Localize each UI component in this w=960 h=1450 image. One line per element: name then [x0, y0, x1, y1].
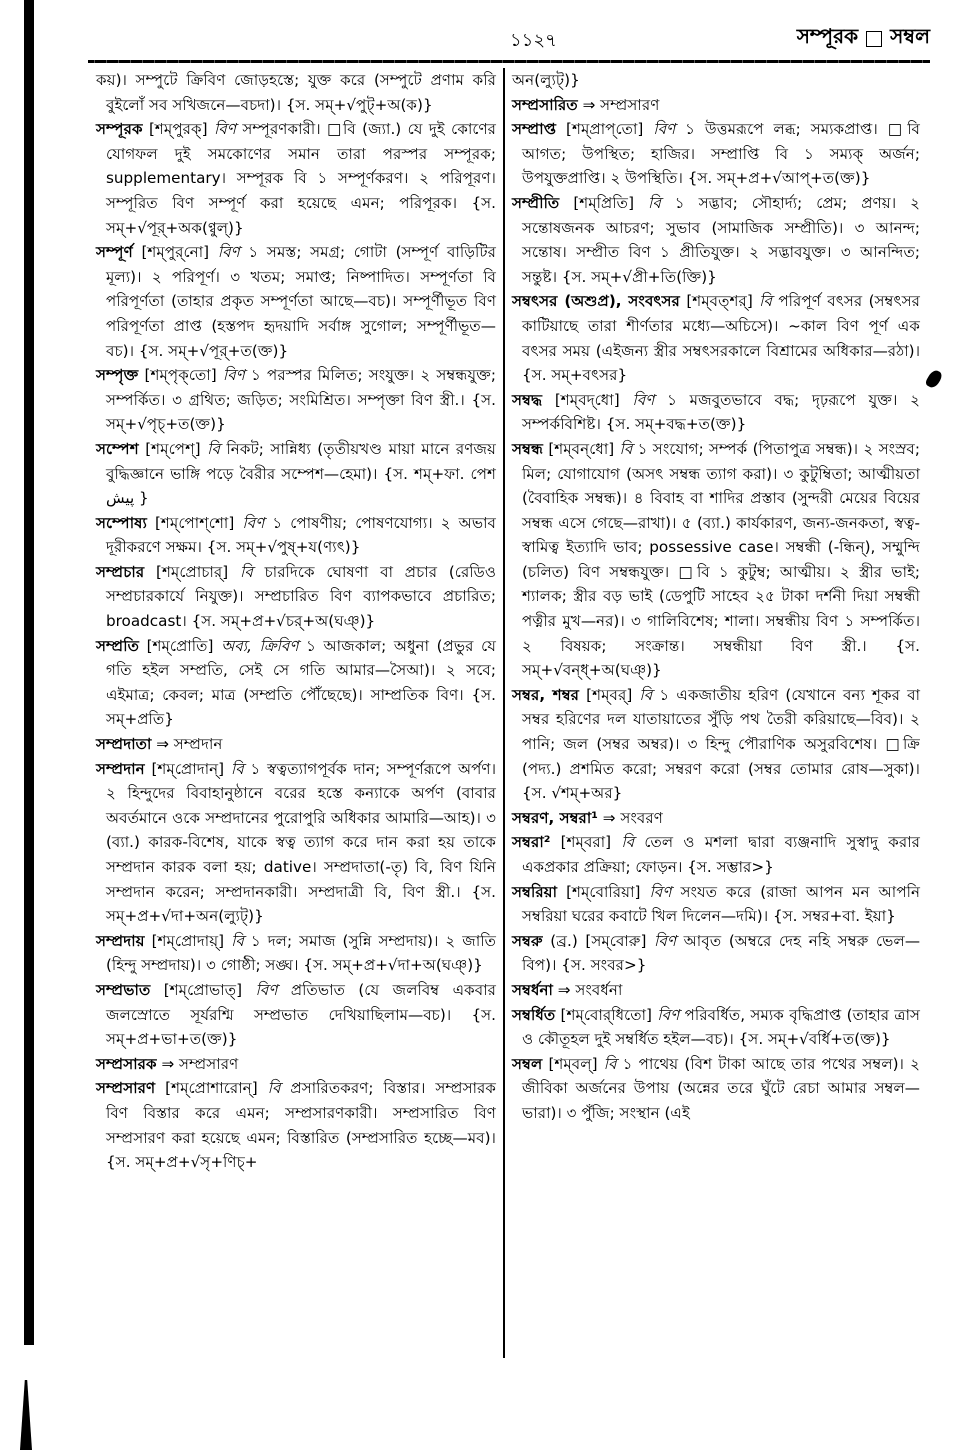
pronunciation: [শম্‌বন্‌ধো] [548, 439, 615, 458]
definition: চারদিকে ঘোষণা বা প্রচার (রেডিও সম্প্রচারকার্যে নিযুক্ত)। সম্প্রচারিত বিণ ব্যাপকভাবে প্রচারিত; broadcast। {স. সম্+প্র+√চর্+অ(ঘঞ্)} [106, 562, 497, 631]
dictionary-entry [512, 117, 920, 191]
running-head-first: সম্পূরক [796, 24, 859, 48]
part-of-speech: বি [759, 292, 772, 311]
part-of-speech: বি [621, 833, 635, 852]
dictionary-entry [512, 830, 920, 879]
dictionary-entry [512, 929, 920, 978]
part-of-speech: বি [239, 562, 253, 581]
part-of-speech: বিণ [222, 366, 245, 385]
part-of-speech: বিণ [653, 120, 676, 139]
dictionary-entry [96, 1052, 496, 1077]
headword: সম্বদ্ধ [512, 390, 543, 409]
headword: সম্বল [512, 1054, 543, 1073]
dictionary-entry [96, 978, 496, 1052]
definition: ১ মজবুতভাবে বদ্ধ; দৃঢ়রূপে যুক্ত। ২ সম্পর্কবিশিষ্ট। {স. সম্+বদ্ধ+ত(ক্ত)} [522, 390, 920, 434]
running-head-last: সম্বল [890, 24, 930, 48]
dictionary-entry [96, 560, 496, 634]
dictionary-entry [96, 117, 496, 240]
headword: সম্বর্ধিত [512, 1005, 556, 1024]
headword: সম্বরু [512, 931, 543, 950]
dictionary-entry [512, 437, 920, 683]
pronunciation: [শম্‌প্রাপ্‌তো] [566, 120, 644, 139]
headword: সম্প্রদায় [96, 931, 145, 950]
part-of-speech: বি [267, 1079, 281, 1098]
pronunciation: [শম্‌পোশ্‌শো] [154, 513, 235, 532]
page-header [90, 22, 930, 52]
definition: ১ স্বত্বত্যাগপূর্বক দান; সম্পূর্ণরূপে অর্পণ। ২ হিন্দুদের বিবাহানুষ্ঠানে বরের হস্তে কন্যাকে অর্পণ (বাবার অবর্তমানে ওকে সম্প্রদানের পুরোপুরি অধিকার আমারি—আহ)। ৩ (ব্যা.) কারক-বিশেষ, যাকে স্বত্ব ত্যাগ করে দান করা হয় তাকে সম্প্রদান কারক বলা হয়; dative। সম্প্রদাতা(-তৃ) বি, বিণ যিনি সম্প্রদান করেন; সম্প্রদানকারী। সম্প্রদাত্রী বি, বিণ স্ত্রী.। {স. সম্+প্র+√দা+অন(ল্যুট্)} [106, 759, 497, 926]
dictionary-entry [512, 978, 920, 1003]
dictionary-entry [512, 1052, 920, 1126]
headword: সম্বরা² [512, 833, 551, 852]
headword: সম্বর, শম্বর [512, 685, 580, 704]
definition: ১ পরস্পর মিলিত; সংযুক্ত। ২ সম্বন্ধযুক্ত; সম্পর্কিত। ৩ গ্রথিত; জড়িত; সংমিশ্রিত। সম্পৃক্তা বিণ স্ত্রী.। {স. সম্+√পৃচ্+ত(ক্ত)} [106, 366, 497, 434]
headword: সম্বৎসর (অশুপ্র), সংবৎসর [512, 292, 680, 311]
header-rule [88, 60, 930, 63]
headword: সম্বরণ, সম্বরা¹ [512, 808, 598, 827]
pronunciation: [শম্‌বোর্‌ধিতো] [560, 1005, 652, 1024]
definition: ১ পোষণীয়; পোষণযোগ্য। ২ অভাব দূরীকরণে সক্ষম। {স. সম্+√পুষ্+য(ণ্যৎ)} [106, 513, 496, 557]
pronunciation: [শম্‌প্রোদান্] [151, 759, 225, 778]
pronunciation: [শম্‌প্রিতি] [573, 193, 635, 212]
definition: ১ পাথেয় (বিশ টাকা আছে তার পথের সম্বল)। ২ জীবিকা অর্জনের উপায় (অন্নের তরে ঘুঁটে রেচা আমার সম্বল—ভারা)। ৩ পুঁজি; সংস্থান (এই [522, 1054, 921, 1122]
definition: ⇒ সম্প্রসারণ [161, 1054, 239, 1073]
headword: সম্বন্ধ [512, 439, 544, 458]
pronunciation: [শম্‌বর্] [586, 685, 633, 704]
part-of-speech: বিণ [632, 390, 655, 409]
definition: পরিপূর্ণ বৎসর (সম্বৎসর কাটিয়াছে তারা শীর্ণতার মধ্যে—অচিসে)। ~কাল বিণ পূর্ণ এক বৎসর সময় (এইজন্য স্ত্রীর সম্বৎসরকালে বিশ্রামের অধিকার—রঠা)। {স. সম্+বৎসর} [522, 292, 921, 385]
dictionary-entry [512, 683, 920, 806]
pronunciation: [শম্‌বোরিয়া] [566, 882, 641, 901]
headword: সম্প্রতি [96, 636, 139, 655]
dictionary-entry [96, 929, 496, 978]
pronunciation: [শম্‌বত্‌শর্] [686, 292, 753, 311]
headword: সম্প্রসারণ [96, 1079, 156, 1098]
dictionary-entry [96, 437, 496, 511]
headword: সম্বরিয়া [512, 882, 558, 901]
ink-speck [924, 368, 943, 390]
definition: কয়)। সম্পুটে ক্রিবিণ জোড়হস্তে; যুক্ত করে (সম্পুটে প্রণাম করি বুইলোঁ সব সখিজনে—বচদা)। {স. সম্+√পুট্+অ(ক)} [96, 71, 496, 114]
definition: সম্পূরণকারী। □বি (জ্যা.) যে দুই কোণের যোগফল দুই সমকোণের সমান তারা পরস্পর সম্পূরক; supplementary। সম্পূরক বি ১ সম্পূর্ণকরণ। ২ পরিপূরণ। সম্পূরিত বিণ সম্পূর্ণ করা হয়েছে এমন; পরিপূরক। {স. সম্+√পূর্+অক(ণ্বুল্)} [106, 120, 497, 237]
dictionary-entry [96, 68, 496, 117]
dictionary-entry [512, 388, 920, 437]
headword: সম্প্রদাতা [96, 735, 152, 754]
definition: প্রতিভাত (যে জলবিম্ব একবার জলস্রোতে সূর্যরশ্মি সম্প্রভাত দেখিয়াছিলাম—বচ)। {স. সম্+প্র+ভা+ত(ক্ত)} [106, 980, 497, 1049]
headword: সম্পূর্ণ [96, 243, 133, 262]
definition: নিকট; সান্নিধ্য (তৃতীয়খণ্ড মায়া মানে রণজয় বুদ্ধিজ্ঞানে ভাঙ্গি পড়ে বৈরীর সম্পেশ—হেমা)। {স. শম্+ফা. পেশ پیش } [106, 439, 497, 508]
headword: সম্পূরক [96, 120, 143, 139]
definition: ১ একজাতীয় হরিণ (যেখানে বন্য শূকর বা সম্বর হরিণের দল যাতায়াতের সুঁড়ি পথ তৈরী করিয়াছে—বিব)। ২ পানি; জল (সম্বর অম্বর)। ৩ হিন্দু পৌরাণিক অসুরবিশেষ। □ক্রি (পদ্য.) প্রশমিত করো; সম্বরণ করো (সম্বর তোমার রোষ—সুকা)। {স. √শম্+অর} [522, 685, 921, 803]
pronunciation: [শম্‌পুরক্] [149, 120, 208, 139]
pronunciation: [শম্‌পৃক্‌তো] [144, 366, 217, 385]
left-column [96, 68, 496, 1175]
pronunciation: [শম্‌বল্] [548, 1054, 598, 1073]
headword: সম্প্রাপ্ত [512, 120, 557, 139]
dictionary-entry [512, 289, 920, 387]
running-head [797, 22, 930, 55]
part-of-speech: বিণ [654, 931, 677, 950]
part-of-speech: বিণ [242, 513, 265, 532]
pronunciation: [শম্‌পুর্‌নো] [141, 243, 210, 262]
dictionary-entry [96, 240, 496, 363]
definition: প্রসারিতকরণ; বিস্তার। সম্প্রসারক বিণ বিস্তার করে এমন; সম্প্রসারণকারী। সম্প্রসারিত বিণ সম্প্রসারণ করা হয়েছে এমন; বিস্তারিত (সম্প্রসারিত হচ্ছে—মব)। {স. সম্+প্র+√সৃ+ণিচ্+ [106, 1079, 496, 1172]
scan-edge-mark [20, 1380, 32, 1450]
box-separator-icon [866, 31, 882, 47]
part-of-speech: বি [230, 759, 244, 778]
part-of-speech: বি [603, 1054, 617, 1073]
pronunciation: [শম্‌প্রোচার্] [156, 562, 229, 581]
dictionary-entry [96, 363, 496, 437]
pronunciation: [শম্‌বরা] [560, 833, 612, 852]
dictionary-entry [96, 1076, 496, 1174]
part-of-speech: বিণ [217, 243, 240, 262]
dictionary-entry [512, 806, 920, 831]
dictionary-entry [512, 68, 920, 93]
pronunciation: [শম্‌পেশ্] [145, 439, 201, 458]
definition: ⇒ সংবর্ধনা [557, 980, 623, 999]
definition: পরিবর্ধিত, সম্যক বৃদ্ধিপ্রাপ্ত (তাহার ত্রাস ও কৌতূহল দুই সম্বর্ধিত হইল—বচ)। {স. সম্+√বর্ধি+ত(ক্ত)} [522, 1005, 921, 1049]
part-of-speech: বি [639, 685, 653, 704]
headword: সম্প্রীতি [512, 193, 560, 212]
definition: তেল ও মশলা দ্বারা ব্যঞ্জনাদি সুস্বাদু করার একপ্রকার প্রক্রিয়া; ফোড়ন। {স. সম্ভার>} [522, 833, 921, 876]
headword: সম্পোষ্য [96, 513, 147, 532]
pronunciation: (ব্র.) [সম্‌বোরু] [550, 931, 647, 950]
dictionary-entry [96, 511, 496, 560]
part-of-speech: বিণ [649, 882, 672, 901]
dictionary-entry [512, 191, 920, 289]
definition: ১ সংযোগ; সম্পর্ক (পিতাপুত্র সম্বন্ধ)। ২ সংস্রব; মিল; যোগাযোগ (অসৎ সম্বন্ধ ত্যাগ করা)। ৩ কুটুম্বিতা; আত্মীয়তা (বৈবাহিক সম্বন্ধ)। ৪ বিবাহ বা শাদির প্রস্তাব (সুন্দরী মেয়ের বিয়ের সম্বন্ধ এসে গেছে—রাখা)। ৫ (ব্যা.) কার্যকারণ, জন্য-জনকতা, স্বত্ব-স্বামিত্ব ইত্যাদি ভাব; possessive case। সম্বন্ধী (-ন্ধিন্), সম্মুন্দি (চলিত) বিণ সম্বন্ধযুক্ত। □বি ১ কুটুম্ব; আত্মীয়। ২ স্ত্রীর ভাই; শ্যালক; স্ত্রীর বড় ভাই (ডেপুটি সাহেব ২৫ টাকা দর্শনী দিয়া সম্বন্ধী পত্নীর মুখ—নর)। ৩ গালিবিশেষ; শালা। সম্বন্ধীয় বিণ ১ সম্পর্কিত। ২ বিষয়ক; সংক্রান্ত। সম্বন্ধীয়া বিণ স্ত্রী.। {স. সম্+√বন্ধ্+অ(ঘঞ্)} [522, 439, 920, 680]
part-of-speech: অব্য, ক্রিবিণ [221, 636, 299, 655]
dictionary-entry [96, 757, 496, 929]
dictionary-entry [512, 1003, 920, 1052]
definition: আবৃত (অম্বরে দেহ নহি সম্বরু ভেল—বিপ)। {স. সংবর>} [522, 931, 921, 975]
part-of-speech: বি [619, 439, 633, 458]
dictionary-entry [512, 880, 920, 929]
part-of-speech: বি [207, 439, 220, 458]
part-of-speech: বি [648, 193, 661, 212]
headword: সম্প্রসারিত [512, 95, 578, 114]
part-of-speech: বি [231, 931, 244, 950]
headword: সম্প্রদান [96, 759, 145, 778]
definition: ১ সমস্ত; সমগ্র; গোটা (সম্পূর্ণ বাড়িটির মূল্য)। ২ পরিপূর্ণ। ৩ খতম; সমাপ্ত; নিষ্পাদিত। সম্পূর্ণতা বি পরিপূর্ণতা (তাহার প্রকৃত সম্পূর্ণতা আছে—বচ)। সম্পূর্ণীভূত বিণ পরিপূর্ণতা প্রাপ্ত (হস্তপদ হৃদয়াদি সর্বাঙ্গ সুগোল; সম্পূর্ণীভূত—বচ)। {স. সম্+√পূর্+ত(ক্ত)} [106, 243, 497, 360]
definition: সংযত করে (রাজা আপন মন আপনি সম্বরিয়া ঘরের কবাটে খিল দিলেন—দমি)। {স. সম্বর+বা. ইয়া} [522, 882, 921, 926]
part-of-speech: বিণ [213, 120, 236, 139]
scan-edge-shadow [24, 0, 34, 1345]
headword: সম্প্রভাত [96, 980, 151, 999]
pronunciation: [শম্‌প্রোতি] [146, 636, 214, 655]
dictionary-entry [96, 634, 496, 732]
definition: ⇒ সম্প্রসারণ [582, 95, 660, 114]
pronunciation: [শম্‌বদ্‌ধো] [554, 390, 620, 409]
dictionary-entry [512, 93, 920, 118]
pronunciation: [শম্‌প্রোশারোন্] [165, 1079, 258, 1098]
pronunciation: [শম্‌প্রোভাত্] [163, 980, 243, 999]
definition: ১ দল; সমাজ (সুন্নি সম্প্রদায়)। ২ জাতি (হিন্দু সম্প্রদায়)। ৩ গোষ্ঠী; সঙ্ঘ। {স. সম্+প্র+√দা+অ(ঘঞ্)} [106, 931, 496, 975]
definition: ১ আজকাল; অধুনা (প্রভুর যে গতি হইল সম্প্রতি, সেই সে গতি আমার—সৈআ)। ২ সবে; এইমাত্র; কেবল; মাত্র (সম্প্রতি পৌঁছেছে)। সাম্প্রতিক বিণ। {স. সম্+প্রতি} [106, 636, 496, 729]
page-number: ১১২৭ [510, 30, 557, 51]
definition: ১ সদ্ভাব; সৌহার্দ্য; প্রেম; প্রণয়। ২ সন্তোষজনক আচরণ; সুভাব (সামাজিক সম্প্রীতি)। ৩ আনন্দ; সন্তোষ। সম্প্রীত বিণ ১ প্রীতিযুক্ত। ২ সদ্ভাবযুক্ত। ৩ আনন্দিত; সন্তুষ্ট। {স. সম্+√প্রী+তি(ক্তি)} [522, 193, 920, 286]
part-of-speech: বিণ [255, 980, 278, 999]
headword: সম্পৃক্ত [96, 366, 139, 385]
definition: ⇒ সংবরণ [602, 808, 663, 827]
part-of-speech: বিণ [657, 1005, 680, 1024]
right-column [512, 68, 920, 1126]
headword: সম্বর্ধনা [512, 980, 553, 999]
dictionary-entry [96, 732, 496, 757]
column-divider [503, 68, 505, 1358]
headword: সম্প্রচার [96, 562, 145, 581]
definition: ⇒ সম্প্রদান [156, 735, 223, 754]
headword: সম্প্রসারক [96, 1054, 157, 1073]
definition: অন(ল্যুট্)} [512, 71, 580, 89]
definition: ১ উত্তমরূপে লব্ধ; সম্যকপ্রাপ্ত। □বি আগত; উপস্থিত; হাজির। সম্প্রাপ্তি বি ১ সম্যক্ অর্জন; উপযুক্তপ্রাপ্তি। ২ উপস্থিতি। {স. সম্+প্র+√আপ্+ত(ক্ত)} [522, 120, 920, 188]
pronunciation: [শম্‌প্রোদায়্] [151, 931, 225, 950]
headword: সম্পেশ [96, 439, 139, 458]
